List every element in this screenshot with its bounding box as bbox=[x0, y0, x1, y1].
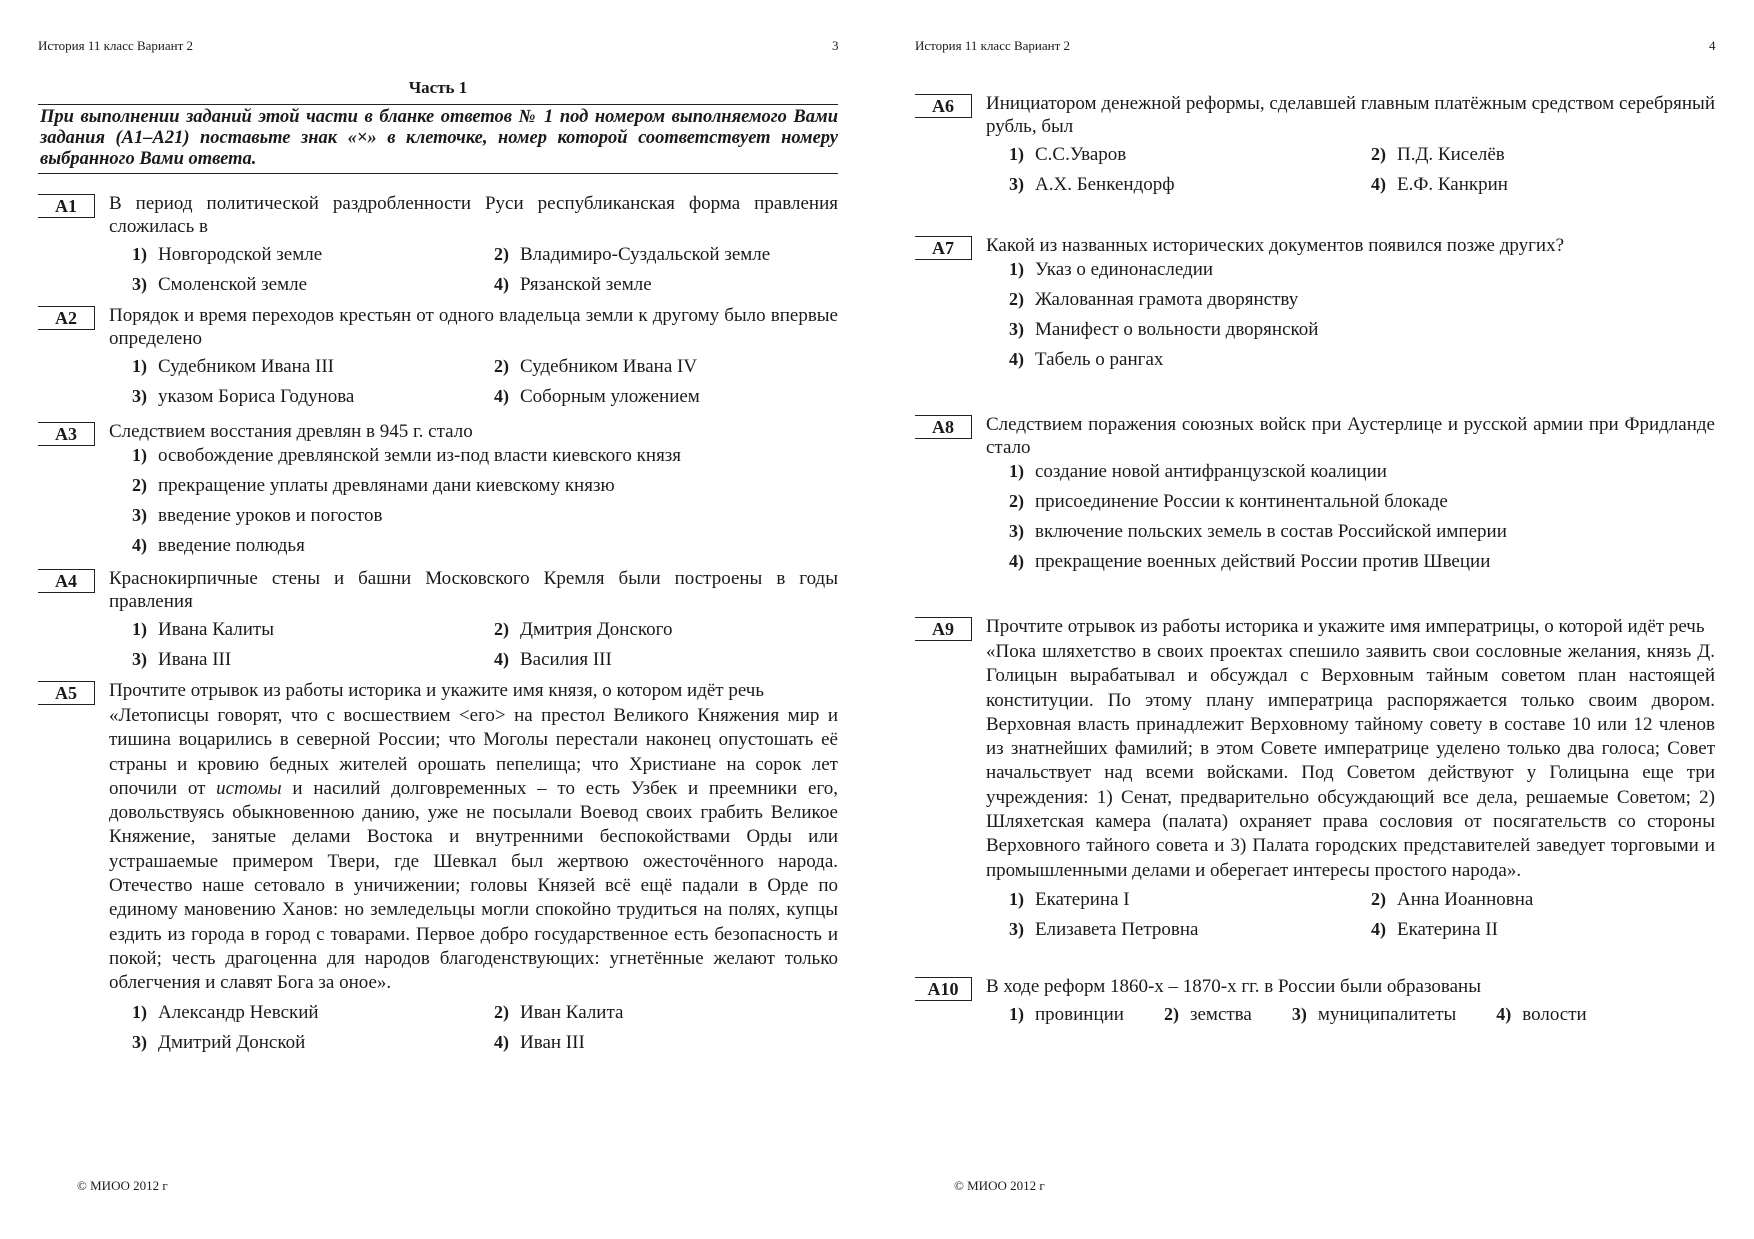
option-2[interactable]: 2) Судебником Ивана IV bbox=[494, 356, 698, 377]
instruction: При выполнении заданий этой части в бланке ответов № 1 под номером выполняемого Вами задания (А1–А21) поставьте знак «×» в клеточке, номер которой соответствует номеру выбранного Вами ответа. bbox=[38, 104, 838, 174]
question-text: Инициатором денежной реформы, сделавшей главным платёжным средством серебряный рубль, был bbox=[986, 93, 1715, 137]
source-excerpt: «Пока шляхетство в своих проектах спешило заявить свои сословные желания, князь Д. Голицын вырабатывал и обсуждал с Верховным тайным советом план настоящей конституции. По этому плану императрица распоряжается только своим двором. Верховная власть принадлежит Верховному тайному совету в составе 10 или 12 членов из знатнейших фамилий; в этом Совете императрице уделено только два голоса; Совет начальствует над всеми войсками. Под Советом действуют у Голицына еще три учреждения: 1) Сенат, предварительно обсуждающий все дела, решаемые Советом; 2) Шляхетская камера (палата) охраняет права сословия от посягательств со стороны Верховного тайного совета и 3) Палата городских представителей заведует торговыми и промышленными делами и оберегает интересы простого народа». bbox=[986, 641, 1715, 881]
option-2[interactable]: 2) присоединение России к континентальной блокаде bbox=[1009, 491, 1448, 512]
task-a7 bbox=[915, 234, 1715, 379]
option-3[interactable]: 3) Ивана III bbox=[132, 649, 232, 670]
option-1[interactable]: 1) создание новой антифранцузской коалиции bbox=[1009, 461, 1387, 482]
options bbox=[1009, 885, 1715, 945]
task-a2 bbox=[38, 304, 838, 412]
question-text: Прочтите отрывок из работы историка и укажите имя князя, о котором идёт речь bbox=[109, 680, 765, 701]
question-text: Прочтите отрывок из работы историка и укажите имя императрицы, о которой идёт речь bbox=[986, 616, 1705, 637]
option-3[interactable]: 3) Дмитрий Донской bbox=[132, 1031, 306, 1053]
options bbox=[1009, 259, 1715, 379]
option-4[interactable]: 4) Василия III bbox=[494, 649, 612, 670]
option-4[interactable]: 4) Иван III bbox=[494, 1031, 585, 1053]
options bbox=[132, 352, 838, 412]
option-1[interactable]: 1) Екатерина I bbox=[1009, 888, 1130, 910]
source-excerpt: «Летописцы говорят, что с восшествием <его> на престол Великого Княжения мир и тишина воцарились в северной России; что Моголы перестали наконец опустошать её страны и кровию бедных жителей орошать пепелища; что Христиане на сорок лет опочили от истомы и насилий долговременных – то есть Узбек и преемники его, довольствуясь обыкновенною данию, уже не посылали Воевод своих грабить Великое Княжение, занятые делами Востока и внутренними беспокойствами Орды или устрашаемые примером Твери, где Шевкал был жертвою ожесточённого народа. Отечество наше сетовало в уничижении; головы Князей всё ещё падали в Орде по единому мановению Ханов: но земледельцы могли спокойно трудиться на полях, купцы ездить из города в город с товарами. Первое добро государственное есть безопасность и покой; честь драгоценна для народов благоденствующих: угнетённые желают только облегчения и славят Бога за оное». bbox=[109, 705, 838, 994]
task-label: А4 bbox=[38, 569, 95, 593]
page-header-title: История 11 класс Вариант 2 bbox=[915, 38, 1071, 53]
task-label: А9 bbox=[915, 617, 972, 641]
task-a4 bbox=[38, 567, 838, 675]
task-a3 bbox=[38, 420, 838, 565]
question-text: Следствием восстания древлян в 945 г. стало bbox=[109, 421, 473, 442]
option-3[interactable]: 3) муниципалитеты bbox=[1291, 1003, 1457, 1025]
option-2[interactable]: 2) Анна Иоанновна bbox=[1371, 888, 1534, 910]
option-3[interactable]: 3) А.Х. Бенкендорф bbox=[1009, 174, 1175, 195]
question-text: Краснокирпичные стены и башни Московского Кремля были построены в годы правления bbox=[109, 568, 838, 612]
option-1[interactable]: 1) Ивана Калиты bbox=[132, 619, 274, 640]
option-3[interactable]: 3) Манифест о вольности дворянской bbox=[1009, 319, 1319, 340]
options bbox=[1009, 1000, 1715, 1030]
option-2[interactable]: 2) прекращение уплаты древлянами дани киевскому князю bbox=[132, 475, 615, 496]
task-label: А2 bbox=[38, 306, 95, 330]
task-a9 bbox=[915, 615, 1715, 945]
option-2[interactable]: 2) земства bbox=[1163, 1003, 1252, 1025]
left-page-body bbox=[38, 78, 838, 1064]
page-footer: © МИОО 2012 г bbox=[77, 1178, 168, 1193]
question-text: В ходе реформ 1860-х – 1870-х гг. в России были образованы bbox=[986, 975, 1481, 997]
options bbox=[132, 998, 838, 1058]
option-1[interactable]: 1) Судебником Ивана III bbox=[132, 356, 334, 377]
page-footer: © МИОО 2012 г bbox=[954, 1178, 1045, 1193]
options bbox=[132, 240, 838, 300]
option-1[interactable]: 1) провинции bbox=[1009, 1003, 1124, 1025]
right-page-body bbox=[915, 92, 1715, 1036]
part-title: Часть 1 bbox=[408, 78, 468, 97]
option-4[interactable]: 4) введение полюдья bbox=[132, 535, 305, 556]
option-4[interactable]: 4) Соборным уложением bbox=[494, 386, 700, 407]
question-text: Какой из названных исторических документов появился позже других? bbox=[986, 235, 1565, 256]
task-label: А10 bbox=[915, 977, 972, 1001]
task-label: А6 bbox=[915, 94, 972, 118]
option-3[interactable]: 3) введение уроков и погостов bbox=[132, 505, 383, 526]
option-1[interactable]: 1) С.С.Уваров bbox=[1009, 144, 1127, 165]
right-page bbox=[877, 0, 1754, 1239]
option-3[interactable]: 3) Смоленской земле bbox=[132, 274, 308, 295]
option-2[interactable]: 2) П.Д. Киселёв bbox=[1371, 144, 1505, 165]
question-text: В период политической раздробленности Руси республиканская форма правления сложилась в bbox=[109, 193, 838, 237]
question-text: Следствием поражения союзных войск при Аустерлице и русской армии при Фридланде стало bbox=[986, 414, 1715, 458]
option-3[interactable]: 3) включение польских земель в состав Российской империи bbox=[1009, 521, 1507, 542]
page-number: 3 bbox=[832, 38, 839, 53]
task-label: А7 bbox=[915, 236, 972, 260]
option-2[interactable]: 2) Иван Калита bbox=[494, 1001, 624, 1023]
task-label: А1 bbox=[38, 194, 95, 218]
task-label: А5 bbox=[38, 681, 95, 705]
task-a5 bbox=[38, 679, 838, 1058]
option-4[interactable]: 4) Табель о рангах bbox=[1009, 349, 1164, 370]
option-4[interactable]: 4) Рязанской земле bbox=[494, 274, 652, 295]
options bbox=[132, 445, 838, 565]
option-3[interactable]: 3) указом Бориса Годунова bbox=[132, 386, 355, 407]
task-a10 bbox=[915, 975, 1715, 1030]
option-4[interactable]: 4) прекращение военных действий России против Швеции bbox=[1009, 551, 1491, 572]
option-1[interactable]: 1) Александр Невский bbox=[132, 1001, 319, 1023]
option-1[interactable]: 1) Новгородской земле bbox=[132, 244, 323, 265]
task-label: А3 bbox=[38, 422, 95, 446]
option-4[interactable]: 4) волости bbox=[1496, 1003, 1587, 1025]
option-1[interactable]: 1) Указ о единонаследии bbox=[1009, 259, 1214, 280]
task-a8 bbox=[915, 413, 1715, 581]
options bbox=[1009, 140, 1715, 200]
page-number: 4 bbox=[1709, 38, 1716, 53]
task-label: А8 bbox=[915, 415, 972, 439]
option-4[interactable]: 4) Е.Ф. Канкрин bbox=[1371, 174, 1508, 195]
option-4[interactable]: 4) Екатерина II bbox=[1371, 918, 1498, 940]
question-text: Порядок и время переходов крестьян от одного владельца земли к другому было впервые определено bbox=[109, 305, 838, 349]
option-2[interactable]: 2) Владимиро-Суздальской земле bbox=[494, 244, 771, 265]
option-2[interactable]: 2) Жалованная грамота дворянству bbox=[1009, 289, 1299, 310]
page-header-title: История 11 класс Вариант 2 bbox=[38, 38, 194, 53]
option-3[interactable]: 3) Елизавета Петровна bbox=[1009, 918, 1199, 940]
task-a6 bbox=[915, 92, 1715, 200]
task-a1 bbox=[38, 192, 838, 300]
options bbox=[1009, 461, 1715, 581]
option-1[interactable]: 1) освобождение древлянской земли из-под власти киевского князя bbox=[132, 445, 682, 466]
option-2[interactable]: 2) Дмитрия Донского bbox=[494, 619, 673, 640]
options bbox=[132, 615, 838, 675]
